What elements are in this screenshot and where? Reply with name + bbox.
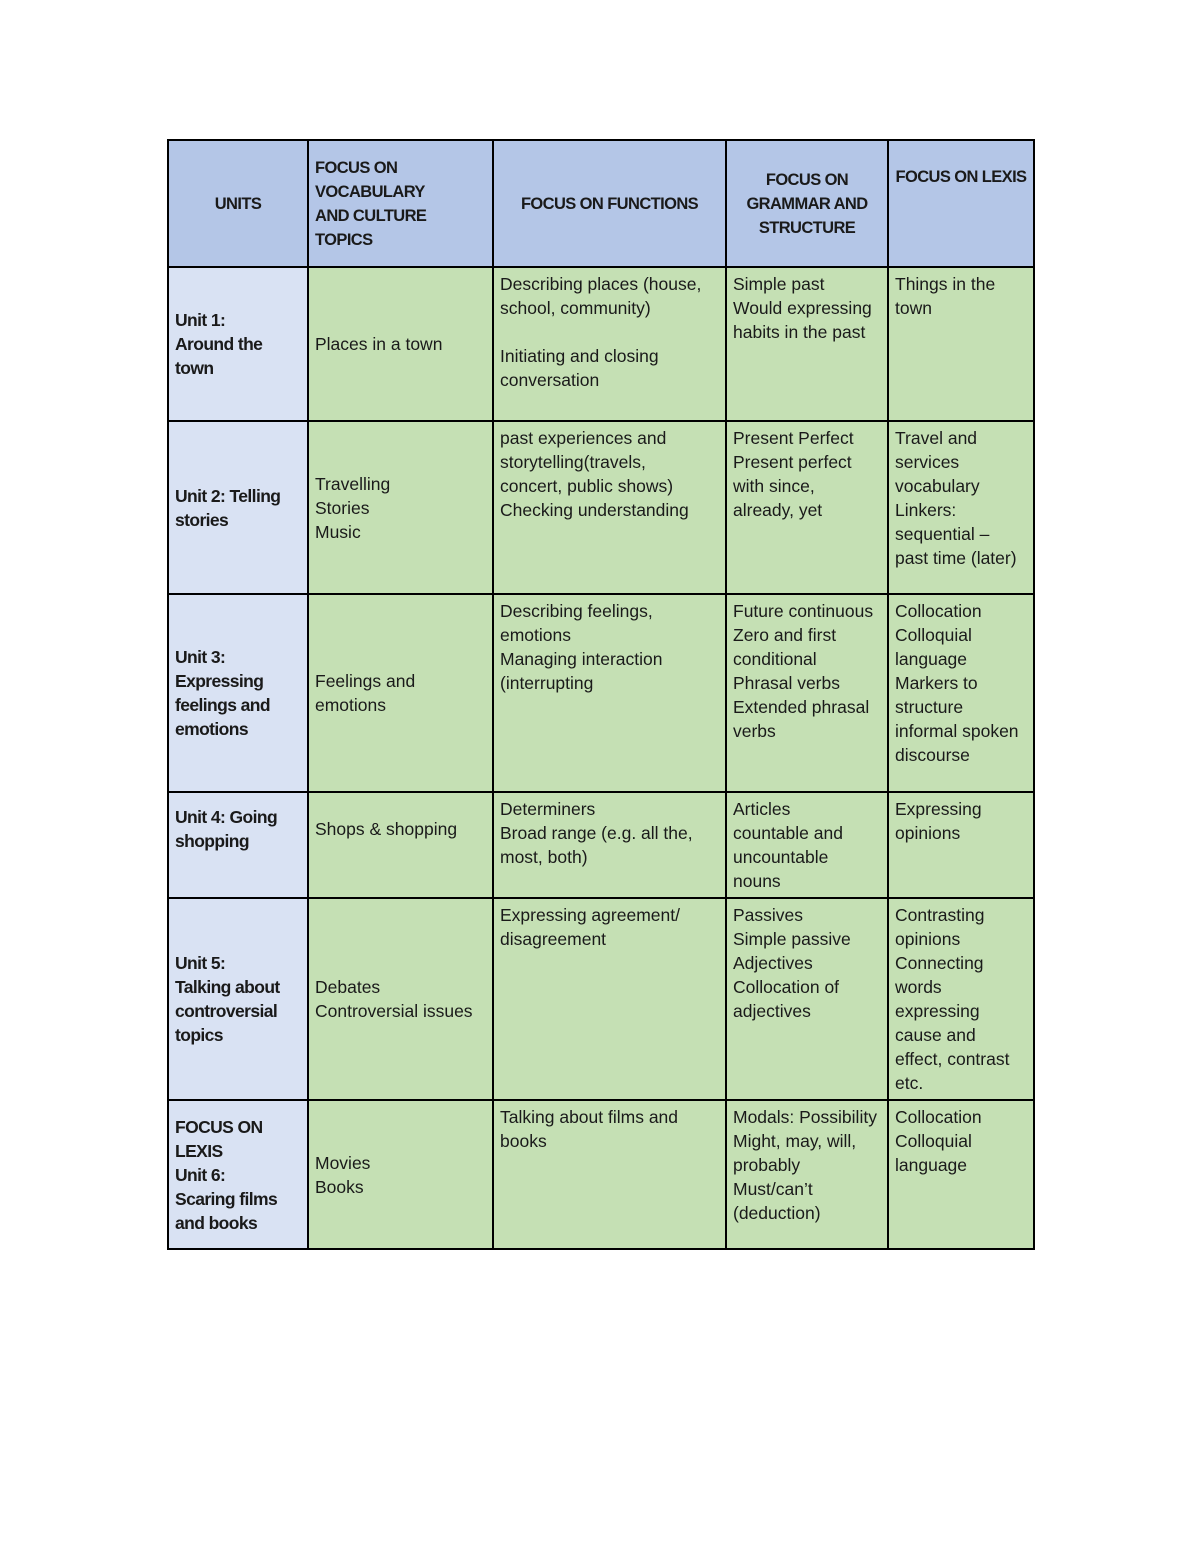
grammar-cell: Simple past Would expressing habits in the past <box>726 267 888 421</box>
functions-cell: Determiners Broad range (e.g. all the, most, both) <box>493 792 726 898</box>
unit-cell: Unit 3: Expressing feelings and emotions <box>168 594 308 792</box>
unit-cell: Unit 2: Telling stories <box>168 421 308 594</box>
lexis-cell: Collocation Colloquial language <box>888 1100 1034 1249</box>
vocabulary-cell: Shops & shopping <box>308 792 493 898</box>
vocabulary-cell: Places in a town <box>308 267 493 421</box>
table-header-row <box>168 140 1034 267</box>
functions-cell: Talking about films and books <box>493 1100 726 1249</box>
lexis-cell: Contrasting opinions Connecting words expressing cause and effect, contrast etc. <box>888 898 1034 1100</box>
table-row <box>168 421 1034 594</box>
lexis-cell: Collocation Colloquial language Markers to structure informal spoken discourse <box>888 594 1034 792</box>
functions-cell: Expressing agreement/ disagreement <box>493 898 726 1100</box>
unit-cell: Unit 4: Going shopping <box>168 792 308 898</box>
grammar-cell: Passives Simple passive Adjectives Collocation of adjectives <box>726 898 888 1100</box>
grammar-cell: Modals: Possibility Might, may, will, probably Must/can’t (deduction) <box>726 1100 888 1249</box>
grammar-cell: Present Perfect Present perfect with since, already, yet <box>726 421 888 594</box>
table-row <box>168 267 1034 421</box>
header-vocabulary: FOCUS ON VOCABULARY AND CULTURE TOPICS <box>308 140 493 267</box>
table-row <box>168 594 1034 792</box>
unit-cell: FOCUS ON LEXIS Unit 6: Scaring films and books <box>168 1100 308 1249</box>
unit-cell: Unit 1: Around the town <box>168 267 308 421</box>
header-lexis: FOCUS ON LEXIS <box>888 140 1034 267</box>
header-grammar: FOCUS ON GRAMMAR AND STRUCTURE <box>726 140 888 267</box>
lexis-cell: Expressing opinions <box>888 792 1034 898</box>
header-functions: FOCUS ON FUNCTIONS <box>493 140 726 267</box>
syllabus-table <box>167 139 1035 1250</box>
functions-cell: Describing feelings, emotions Managing interaction (interrupting <box>493 594 726 792</box>
table-row <box>168 898 1034 1100</box>
functions-cell: Describing places (house, school, community) Initiating and closing conversation <box>493 267 726 421</box>
lexis-cell: Things in the town <box>888 267 1034 421</box>
grammar-cell: Articles countable and uncountable nouns <box>726 792 888 898</box>
table-row <box>168 792 1034 898</box>
vocabulary-cell: Travelling Stories Music <box>308 421 493 594</box>
vocabulary-cell: Movies Books <box>308 1100 493 1249</box>
vocabulary-cell: Feelings and emotions <box>308 594 493 792</box>
header-units: UNITS <box>168 140 308 267</box>
grammar-cell: Future continuous Zero and first conditional Phrasal verbs Extended phrasal verbs <box>726 594 888 792</box>
unit-cell: Unit 5: Talking about controversial topics <box>168 898 308 1100</box>
table-row <box>168 1100 1034 1249</box>
functions-cell: past experiences and storytelling(travels, concert, public shows) Checking understanding <box>493 421 726 594</box>
vocabulary-cell: Debates Controversial issues <box>308 898 493 1100</box>
lexis-cell: Travel and services vocabulary Linkers: sequential – past time (later) <box>888 421 1034 594</box>
